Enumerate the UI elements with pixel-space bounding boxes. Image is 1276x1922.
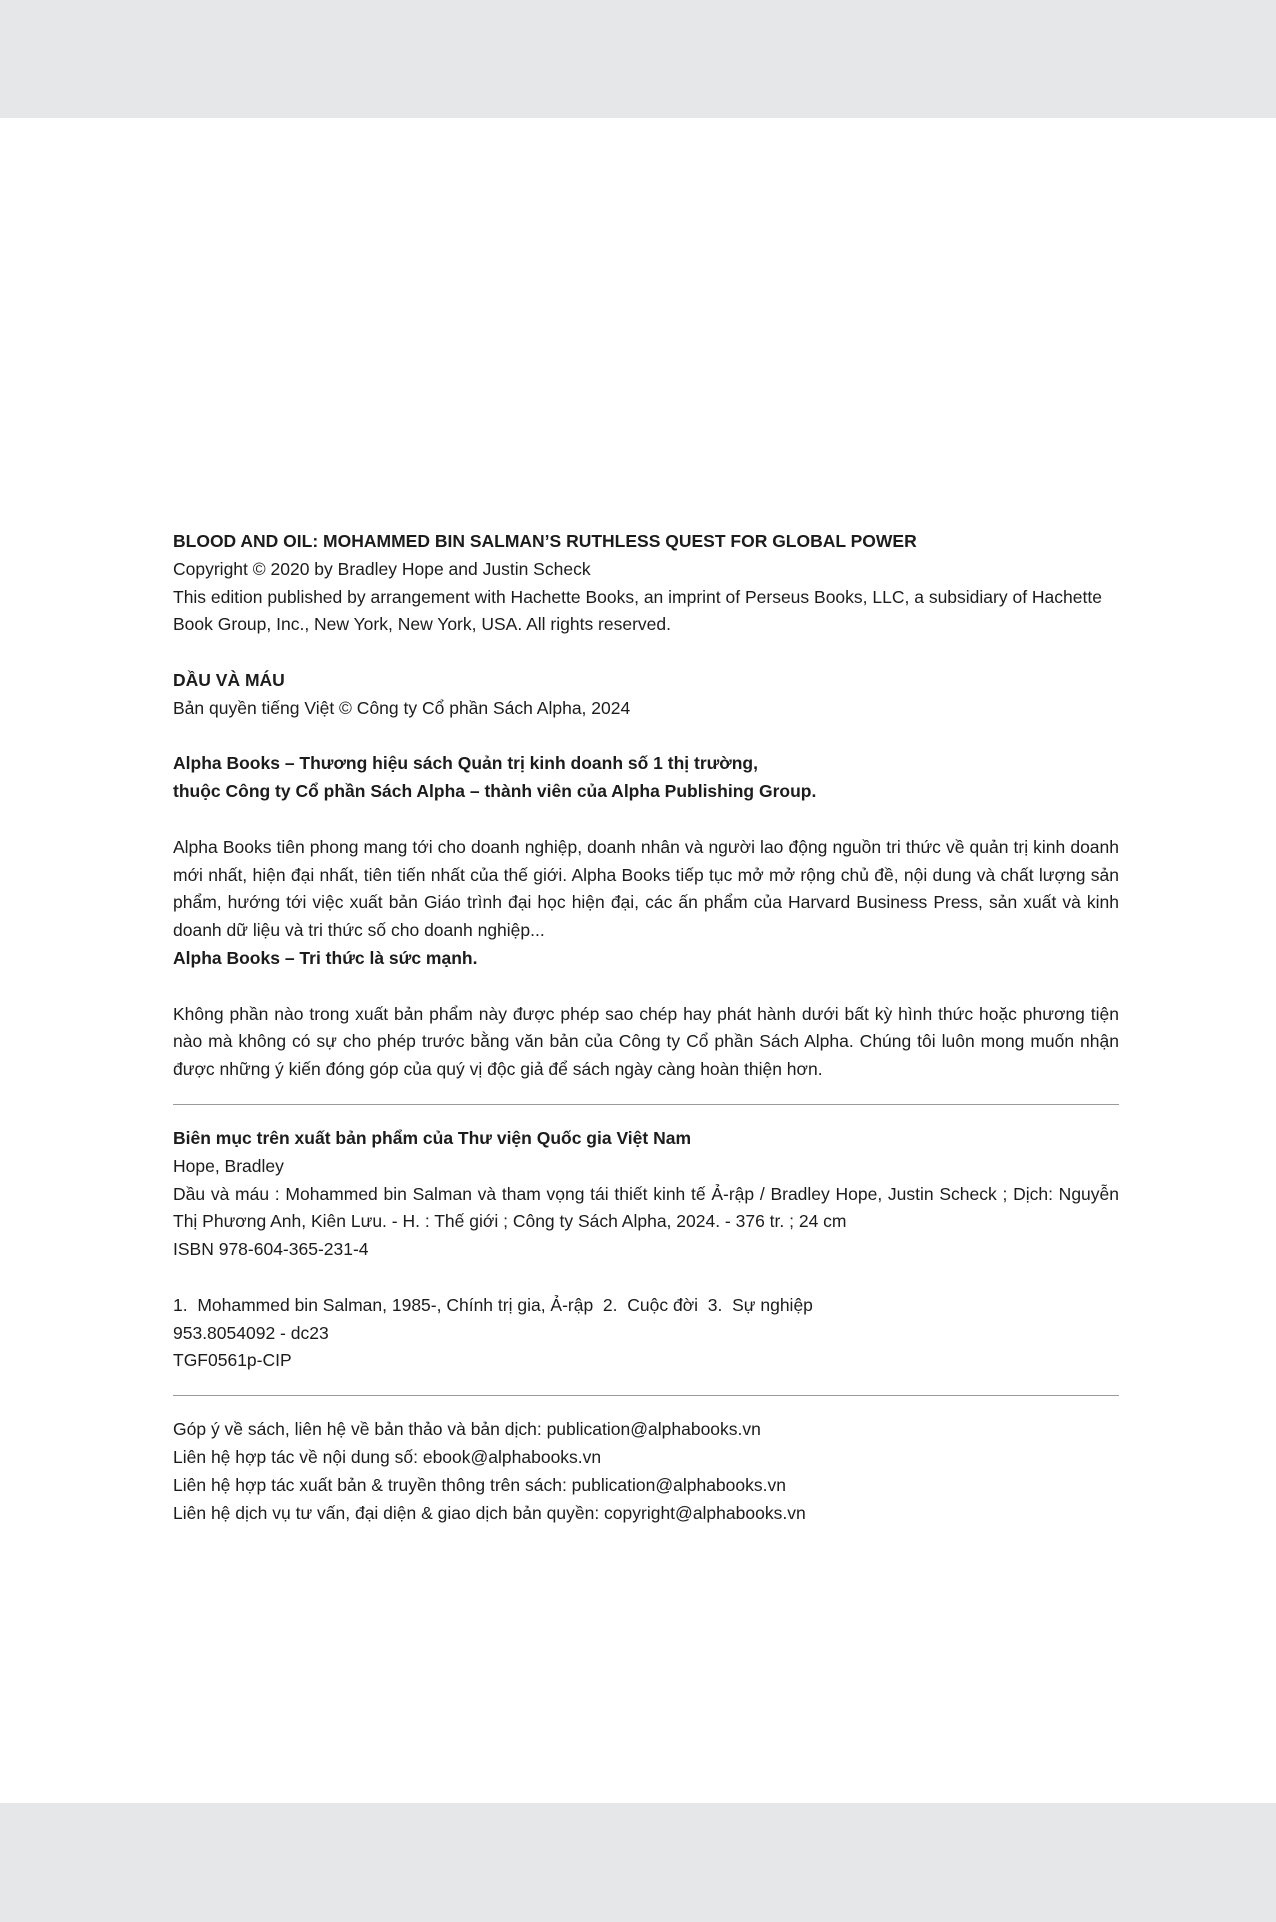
cip-ddc: 953.8054092 - dc23 [173, 1322, 329, 1343]
cip-author: Hope, Bradley [173, 1155, 284, 1176]
divider [173, 1104, 1119, 1105]
divider [173, 1395, 1119, 1396]
original-title: BLOOD AND OIL: MOHAMMED BIN SALMAN’S RUTHLESS QUEST FOR GLOBAL POWER [173, 531, 917, 551]
spacer [173, 806, 1119, 834]
spacer [173, 1264, 1119, 1292]
spacer [173, 973, 1119, 1001]
original-edition-block [173, 528, 1119, 639]
cip-block [173, 1125, 1119, 1375]
contacts-block [173, 1416, 1119, 1527]
slogan: Alpha Books – Tri thức là sức mạnh. [173, 947, 478, 968]
vietnamese-edition-block [173, 667, 1119, 723]
copyright-page-content [173, 528, 1119, 1527]
cip-isbn: ISBN 978-604-365-231-4 [173, 1239, 369, 1260]
mission-block [173, 834, 1119, 973]
notice-block [173, 1001, 1119, 1084]
rights-notice: Không phần nào trong xuất bản phẩm này được phép sao chép hay phát hành dưới bất kỳ hình thức hoặc phương tiện nào mà không có sự cho phép trước bằng văn bản của Công ty Cổ phần Sách Alpha. Chúng tôi luôn mong muốn nhận được những ý kiến đóng góp của quý vị độc giả để sách ngày càng hoàn thiện hơn. [173, 1003, 1119, 1080]
contact-line: Liên hệ dịch vụ tư vấn, đại diện & giao dịch bản quyền: copyright@alphabooks.vn [173, 1502, 806, 1523]
contact-line: Liên hệ hợp tác về nội dung số: ebook@alphabooks.vn [173, 1446, 602, 1467]
vietnamese-copyright: Bản quyền tiếng Việt © Công ty Cổ phần Sách Alpha, 2024 [173, 697, 631, 718]
brand-block [173, 750, 1119, 806]
spacer [173, 723, 1119, 751]
cip-description: Dầu và máu : Mohammed bin Salman và tham vọng tái thiết kinh tế Ả-rập / Bradley Hope, Justin Scheck ; Dịch: Nguyễn Thị Phương Anh, Kiên Lưu. - H. : Thế giới ; Công ty Sách Alpha, 2024. - 376 tr. ; 24 cm [173, 1183, 1119, 1232]
arrangement-note: This edition published by arrangement with Hachette Books, an imprint of Perseus Books, LLC, a subsidiary of Hachette Book Group, Inc., New York, New York, USA. All rights reserved. [173, 586, 1102, 635]
vietnamese-title: DẦU VÀ MÁU [173, 669, 285, 690]
mission-text: Alpha Books tiên phong mang tới cho doanh nghiệp, doanh nhân và người lao động nguồn tri thức về quản trị kinh doanh mới nhất, hiện đại nhất, tiên tiến nhất của thế giới. Alpha Books tiếp tục mở mở rộng chủ đề, nội dung và chất lượng sản phẩm, hướng tới việc xuất bản Giáo trình đại học hiện đại, các ấn phẩm của Harvard Business Press, sản xuất và kinh doanh dữ liệu và tri thức số cho doanh nghiệp... [173, 836, 1119, 941]
cip-subjects: 1. Mohammed bin Salman, 1985-, Chính trị gia, Ả-rập 2. Cuộc đời 3. Sự nghiệp [173, 1294, 813, 1315]
contact-line: Góp ý về sách, liên hệ về bản thảo và bản dịch: publication@alphabooks.vn [173, 1419, 761, 1440]
spacer [173, 639, 1119, 667]
original-copyright: Copyright © 2020 by Bradley Hope and Justin Scheck [173, 558, 591, 579]
cip-code: TGF0561p-CIP [173, 1350, 292, 1371]
cip-heading: Biên mục trên xuất bản phẩm của Thư viện Quốc gia Việt Nam [173, 1127, 692, 1148]
brand-line-2: thuộc Công ty Cổ phần Sách Alpha – thành viên của Alpha Publishing Group. [173, 781, 817, 802]
contact-line: Liên hệ hợp tác xuất bản & truyền thông trên sách: publication@alphabooks.vn [173, 1474, 786, 1495]
brand-line-1: Alpha Books – Thương hiệu sách Quản trị kinh doanh số 1 thị trường, [173, 753, 758, 774]
